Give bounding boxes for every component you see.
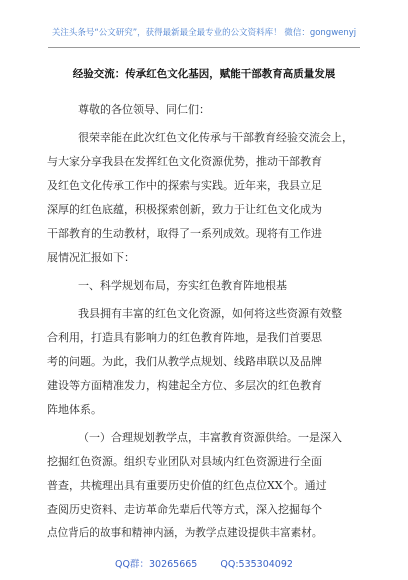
subsection-line: （一）合理规划教学点，丰富教育资源供给。一是深入 xyxy=(78,431,342,444)
footer-contact xyxy=(0,556,408,570)
subsection-line: 点位背后的故事和精神内涵，为教学点建设提供丰富素材。 xyxy=(47,527,323,539)
section-line: 我县拥有丰富的红色文化资源，如何将这些资源有效整 xyxy=(78,307,342,320)
intro-line: 干部教育的生动教材，取得了一系列成效。现将有工作进 xyxy=(47,227,322,240)
document-title: 经验交流：传承红色文化基因，赋能干部教育高质量发展 xyxy=(72,68,336,80)
subsection-line: 普查，共梳理出具有重要历史价值的红色点位XX个。通过 xyxy=(47,479,327,492)
section-line: 合利用，打造具有影响力的红色教育阵地，是我们首要思 xyxy=(47,331,322,344)
section-line: 建设等方面精准发力，构建起全方位、多层次的红色教育 xyxy=(47,379,322,392)
header-banner: 关注头条号“公文研究”，获得最新最全最专业的公文资料库！ 微信：gongwenyj xyxy=(51,28,357,38)
intro-line: 很荣幸能在此次红色文化传承与干部教育经验交流会上， xyxy=(78,131,353,144)
intro-line: 及红色文化传承工作中的探索与实践。近年来，我县立足 xyxy=(47,179,322,192)
greeting: 尊敬的各位领导、同仁们： xyxy=(78,103,210,116)
section-heading: 一、科学规划布局，夯实红色教育阵地根基 xyxy=(78,279,287,292)
section-line: 考的问题。为此，我们从教学点规划、线路串联以及品牌 xyxy=(47,355,322,368)
subsection-line: 挖掘红色资源。组织专业团队对县域内红色资源进行全面 xyxy=(47,455,322,468)
subsection-line: 查阅历史资料、走访革命先辈后代等方式，深入挖掘每个 xyxy=(47,503,322,516)
footer-qq: QQ:535304092 xyxy=(220,559,293,570)
section-line: 阵地体系。 xyxy=(47,403,102,416)
footer-qq-group: QQ群：30265665 xyxy=(115,559,198,570)
header-divider xyxy=(48,47,360,48)
intro-line: 与大家分享我县在发挥红色文化资源优势，推动干部教育 xyxy=(47,155,322,168)
intro-line: 展情况汇报如下： xyxy=(47,251,135,264)
intro-line: 深厚的红色底蕴，积极探索创新，致力于让红色文化成为 xyxy=(47,203,322,216)
